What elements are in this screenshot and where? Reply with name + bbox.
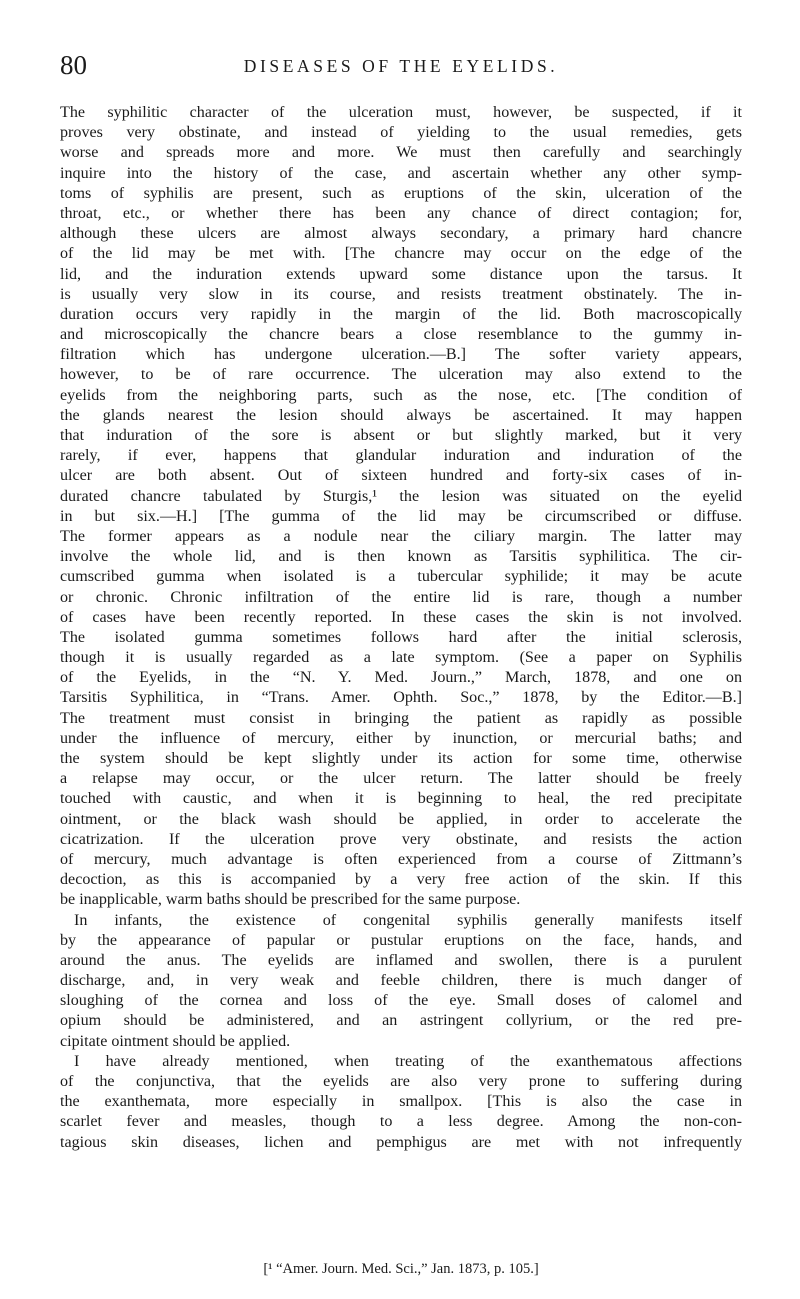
text-line: scarlet fever and measles, though to a less degree. Among the non-con-	[60, 1113, 742, 1131]
page-header	[60, 50, 742, 84]
text-line: around the anus. The eyelids are inflamed and swollen, there is a purulent	[60, 951, 742, 969]
text-line: duration occurs very rapidly in the margin of the lid. Both macroscopically	[60, 305, 742, 323]
text-line: cipitate ointment should be applied.	[60, 1032, 291, 1050]
text-line: the glands nearest the lesion should always be ascertained. It may happen	[60, 406, 742, 424]
text-line: is usually very slow in its course, and resists treatment obstinately. The in-	[60, 285, 742, 303]
running-head: DISEASES OF THE EYELIDS.	[243, 56, 559, 76]
text-line: The treatment must consist in bringing the patient as rapidly as possible	[60, 709, 742, 727]
text-line: The former appears as a nodule near the ciliary margin. The latter may	[60, 527, 742, 545]
text-line: of the conjunctiva, that the eyelids are also very prone to suffering during	[60, 1073, 742, 1090]
text-line: of the lid may be met with. [The chancre may occur on the edge of the	[60, 245, 742, 263]
text-line: touched with caustic, and when it is beginning to heal, the red precipitate	[60, 790, 742, 808]
text-line: involve the whole lid, and is then known as Tarsitis syphilitica. The cir-	[60, 548, 742, 566]
text-line: proves very obstinate, and instead of yielding to the usual remedies, gets	[60, 124, 742, 142]
text-line: the system should be kept slightly under its action for some time, otherwise	[60, 750, 742, 767]
text-line: lid, and the induration extends upward some distance upon the tarsus. It	[60, 265, 742, 283]
text-line: filtration which has undergone ulceration.—B.] The softer variety appears,	[60, 346, 742, 364]
text-line: under the influence of mercury, either by inunction, or mercurial baths; and	[60, 729, 742, 747]
text-line: by the appearance of papular or pustular eruptions on the face, hands, and	[60, 931, 742, 949]
text-line: however, to be of rare occurrence. The ulceration may also extend to the	[60, 366, 742, 384]
text-line: In infants, the existence of congenital syphilis generally manifests itself	[74, 911, 742, 929]
text-line: the exanthemata, more especially in smallpox. [This is also the case in	[60, 1093, 742, 1111]
text-line: of mercury, much advantage is often experienced from a course of Zittmann’s	[60, 850, 742, 868]
text-line: ulcer are both absent. Out of sixteen hundred and forty-six cases of in-	[60, 467, 742, 485]
text-line: decoction, as this is accompanied by a very free action of the skin. If this	[60, 871, 742, 889]
text-line: worse and spreads more and more. We must then carefully and searchingly	[60, 144, 742, 162]
text-line: and microscopically the chancre bears a close resemblance to the gummy in-	[60, 326, 742, 344]
text-line: Tarsitis Syphilitica, in “Trans. Amer. Ophth. Soc.,” 1878, by the Editor.—B.]	[60, 689, 742, 707]
text-line: a relapse may occur, or the ulcer return. The latter should be freely	[60, 770, 742, 788]
text-line: throat, etc., or whether there has been any chance of direct contagion; for,	[60, 204, 742, 222]
text-line: though it is usually regarded as a late symptom. (See a paper on Syphilis	[60, 649, 742, 667]
footnote: [¹ “Amer. Journ. Med. Sci.,” Jan. 1873, p. 105.]	[263, 1261, 539, 1277]
text-line: durated chancre tabulated by Sturgis,¹ the lesion was situated on the eyelid	[60, 487, 742, 505]
text-line: I have already mentioned, when treating of the exanthematous affections	[74, 1052, 742, 1070]
text-line: ointment, or the black wash should be applied, in order to accelerate the	[60, 810, 742, 828]
text-line: be inapplicable, warm baths should be prescribed for the same purpose.	[60, 891, 521, 909]
text-line: of cases have been recently reported. In these cases the skin is not involved.	[60, 608, 742, 626]
text-line: discharge, and, in very weak and feeble children, there is much danger of	[60, 972, 742, 990]
text-line: inquire into the history of the case, and ascertain whether any other symp-	[60, 164, 742, 182]
text-line: tagious skin diseases, lichen and pemphigus are met with not infrequently	[60, 1133, 742, 1151]
text-line: that induration of the sore is absent or but slightly marked, but it very	[60, 427, 742, 444]
text-line: of the Eyelids, in the “N. Y. Med. Journ.,” March, 1878, and one on	[60, 669, 742, 687]
text-line: The syphilitic character of the ulceration must, however, be suspected, if it	[60, 104, 742, 121]
text-line: eyelids from the neighboring parts, such as the nose, etc. [The condition of	[60, 386, 742, 404]
page-number: 80	[60, 50, 87, 80]
text-line: sloughing of the cornea and loss of the eye. Small doses of calomel and	[60, 992, 742, 1010]
text-line: cumscribed gumma when isolated is a tubercular syphilide; it may be acute	[60, 568, 742, 586]
text-line: or chronic. Chronic infiltration of the entire lid is rare, though a number	[60, 588, 742, 606]
text-line: rarely, if ever, happens that glandular induration and induration of the	[60, 447, 742, 465]
text-line: opium should be administered, and an astringent collyrium, or the red pre-	[60, 1012, 742, 1030]
text-line: The isolated gumma sometimes follows hard after the initial sclerosis,	[60, 628, 742, 646]
text-line: cicatrization. If the ulceration prove very obstinate, and resists the action	[60, 830, 742, 848]
text-line: although these ulcers are almost always secondary, a primary hard chancre	[60, 225, 742, 243]
text-line: toms of syphilis are present, such as eruptions of the skin, ulceration of the	[60, 184, 742, 202]
body-text	[60, 103, 742, 1153]
text-line: in but six.—H.] [The gumma of the lid may be circumscribed or diffuse.	[60, 507, 742, 525]
